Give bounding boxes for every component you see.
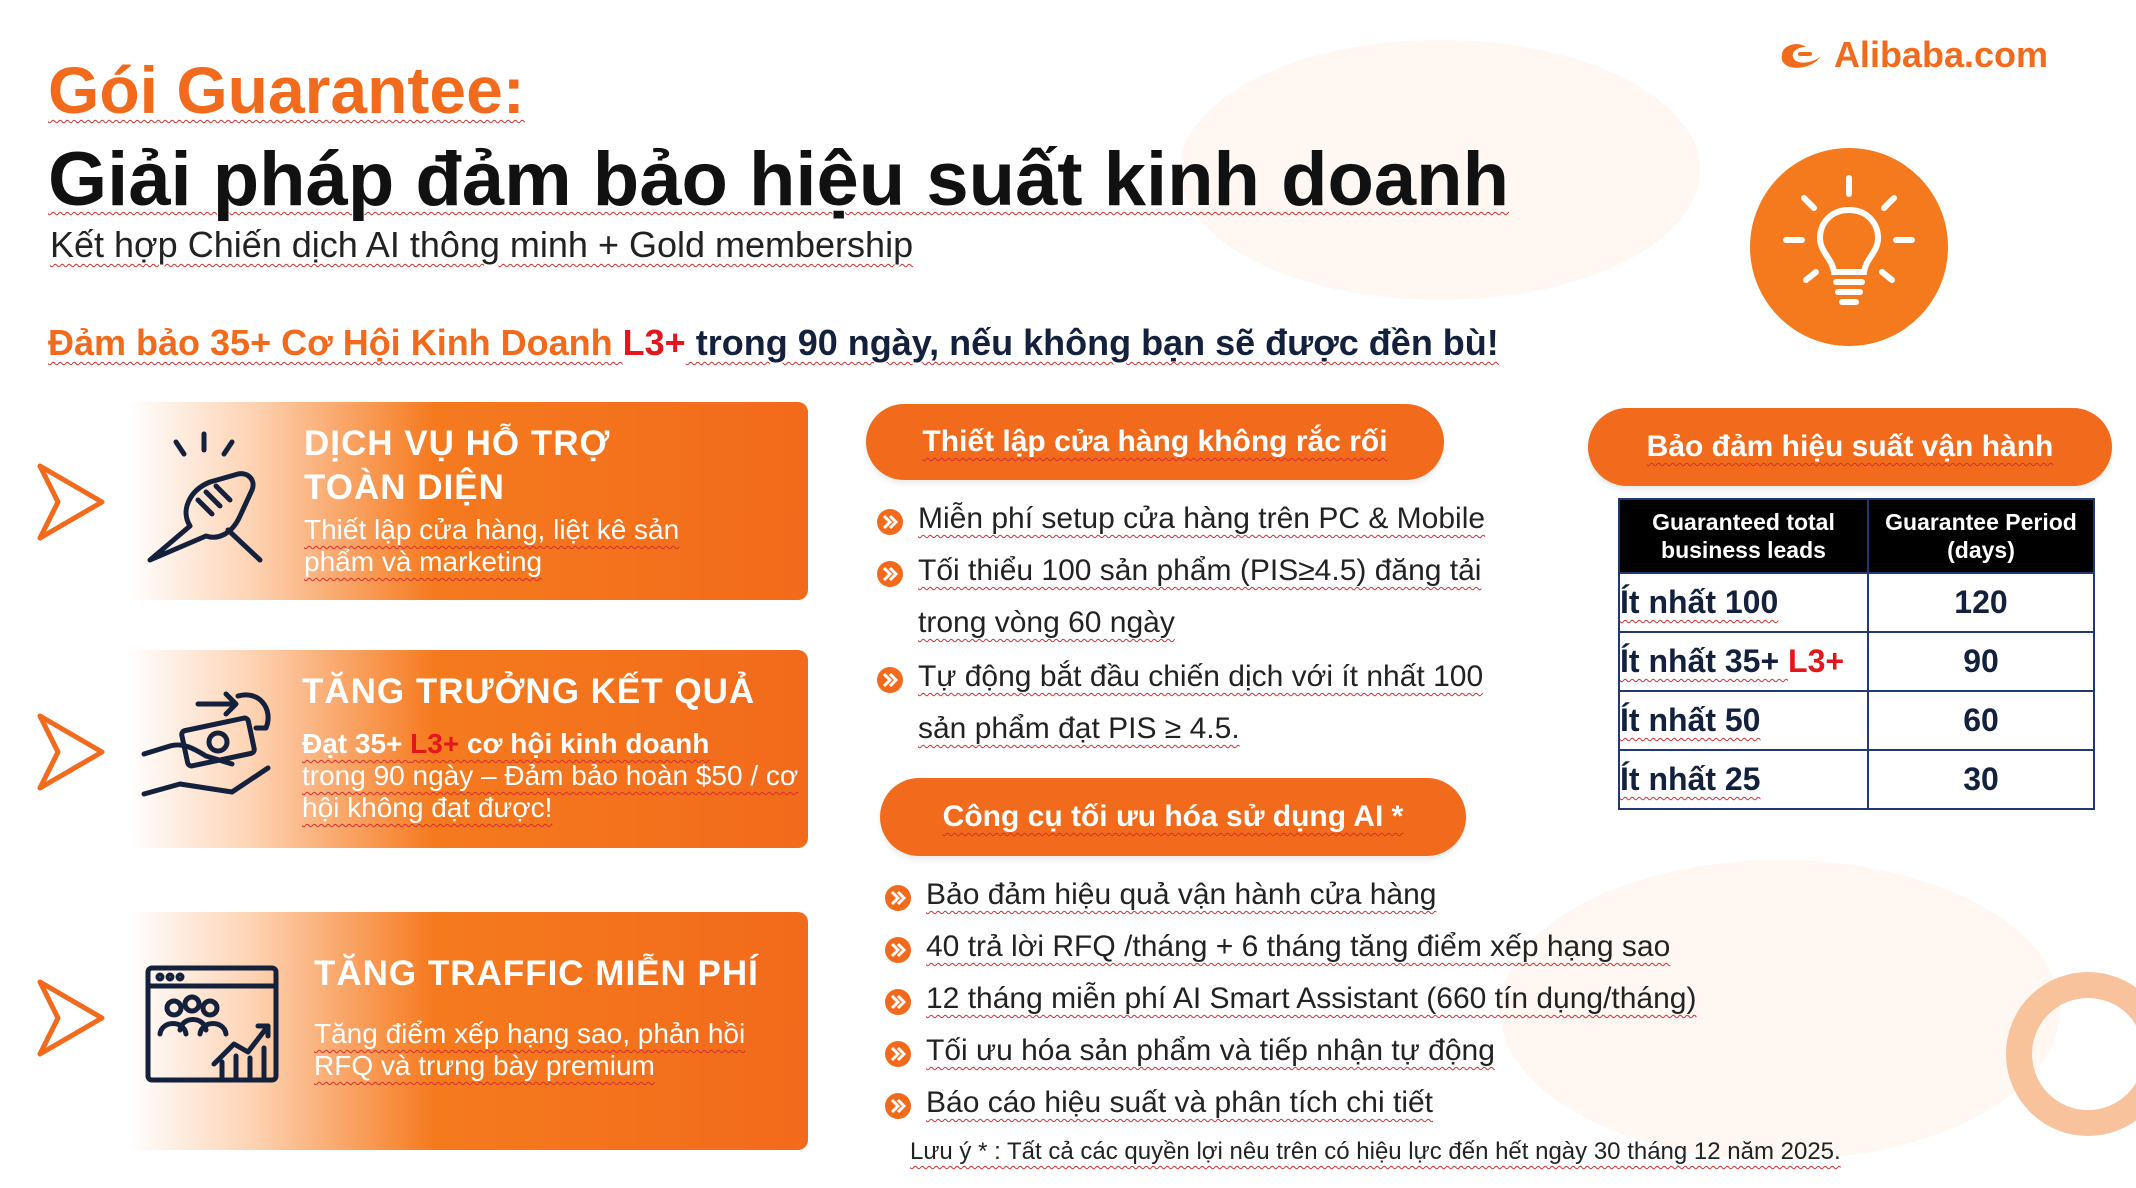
- guarantee-text-end: trong 90 ngày, nếu không bạn sẽ được đền bù!: [685, 322, 1499, 363]
- list-item: 12 tháng miễn phí AI Smart Assistant (660 tín dụng/tháng): [884, 982, 1696, 1016]
- period-cell: 120: [1868, 573, 2094, 632]
- page-subtitle: Kết hợp Chiến dịch AI thông minh + Gold membership: [50, 224, 914, 265]
- list-item: Miễn phí setup cửa hàng trên PC & Mobile: [876, 502, 1485, 536]
- table-row: [1619, 750, 2094, 809]
- guarantee-statement: [48, 322, 1499, 364]
- card-title: DỊCH VỤ HỖ TRỢ TOÀN DIỆN: [304, 424, 611, 507]
- leads-cell: Ít nhất 35+ L3+: [1619, 632, 1868, 691]
- guarantee-table: [1618, 498, 2095, 810]
- card-desc-highlight-end: cơ hội kinh doanh: [459, 728, 710, 759]
- analytics-screen-icon: [144, 964, 280, 1086]
- feature-card-growth: [128, 650, 808, 848]
- store-setup-heading: Thiết lập cửa hàng không rắc rối: [866, 404, 1444, 480]
- lightbulb-badge: [1750, 148, 1948, 346]
- double-chevron-icon: [876, 666, 904, 694]
- feature-card-traffic: [128, 912, 808, 1150]
- leads-cell: Ít nhất 25: [1619, 750, 1868, 809]
- leads-cell: Ít nhất 50: [1619, 691, 1868, 750]
- double-chevron-icon: [884, 936, 912, 964]
- list-item: Tự động bắt đầu chiến dịch với ít nhất 100: [876, 660, 1483, 694]
- ai-tools-heading: Công cụ tối ưu hóa sử dụng AI *: [880, 778, 1466, 856]
- list-item: Tối ưu hóa sản phẩm và tiếp nhận tự động: [884, 1034, 1495, 1068]
- feature-card-support: [128, 402, 808, 600]
- alibaba-logo: [1776, 34, 2048, 76]
- card-description: Thiết lập cửa hàng, liệt kê sản phẩm và marketing: [304, 514, 680, 577]
- card-desc-l3: L3+: [410, 728, 460, 759]
- double-chevron-icon: [884, 884, 912, 912]
- alibaba-logo-text: Alibaba.com: [1833, 34, 2048, 75]
- double-chevron-icon: [884, 1092, 912, 1120]
- table-row: [1619, 691, 2094, 750]
- chevron-right-icon: [36, 462, 108, 542]
- period-cell: 90: [1868, 632, 2094, 691]
- page-title: Gói Guarantee:: [48, 53, 525, 127]
- leads-cell: Ít nhất 100: [1619, 573, 1868, 632]
- page-heading: Giải pháp đảm bảo hiệu suất kinh doanh: [48, 137, 1510, 222]
- list-item: Bảo đảm hiệu quả vận hành cửa hàng: [884, 878, 1436, 912]
- footnote: Lưu ý * : Tất cả các quyền lợi nêu trên có hiệu lực đến hết ngày 30 tháng 12 năm 2025.: [910, 1138, 1841, 1165]
- table-row: [1619, 573, 2094, 632]
- card-description: Tăng điểm xếp hạng sao, phản hồi RFQ và trưng bày premium: [314, 1018, 746, 1081]
- handshake-icon: [140, 430, 270, 570]
- performance-heading: Bảo đảm hiệu suất vận hành: [1588, 408, 2112, 486]
- alibaba-logo-icon: [1776, 37, 1826, 73]
- guarantee-text-start: Đảm bảo 35+ Cơ Hội Kinh Doanh: [48, 322, 623, 363]
- guarantee-l3-badge: L3+: [622, 322, 686, 363]
- card-description: [302, 728, 802, 824]
- double-chevron-icon: [876, 508, 904, 536]
- double-chevron-icon: [876, 560, 904, 588]
- period-cell: 30: [1868, 750, 2094, 809]
- card-title: TĂNG TRAFFIC MIỄN PHÍ: [314, 954, 759, 993]
- double-chevron-icon: [884, 1040, 912, 1068]
- money-hand-icon: [140, 684, 280, 804]
- list-item: Tối thiểu 100 sản phẩm (PIS≥4.5) đăng tải: [876, 554, 1481, 588]
- card-title: TĂNG TRƯỞNG KẾT QUẢ: [302, 672, 756, 711]
- list-item: 40 trả lời RFQ /tháng + 6 tháng tăng điểm xếp hạng sao: [884, 930, 1670, 964]
- card-desc-highlight: Đạt 35+: [302, 728, 411, 759]
- double-chevron-icon: [884, 988, 912, 1016]
- chevron-right-icon: [36, 978, 108, 1058]
- period-cell: 60: [1868, 691, 2094, 750]
- list-item: Báo cáo hiệu suất và phân tích chi tiết: [884, 1086, 1433, 1120]
- table-header-row: [1619, 499, 2094, 573]
- list-item-continuation: sản phẩm đạt PIS ≥ 4.5.: [918, 712, 1240, 745]
- chevron-right-icon: [36, 712, 108, 792]
- column-header-leads: Guaranteed total business leads: [1619, 499, 1868, 573]
- lightbulb-icon: [1750, 148, 1948, 346]
- list-item-continuation: trong vòng 60 ngày: [918, 606, 1175, 639]
- table-row: [1619, 632, 2094, 691]
- column-header-period: Guarantee Period (days): [1868, 499, 2094, 573]
- card-desc-line2: trong 90 ngày – Đảm bảo hoàn $50 / cơ hội không đạt được!: [302, 760, 799, 823]
